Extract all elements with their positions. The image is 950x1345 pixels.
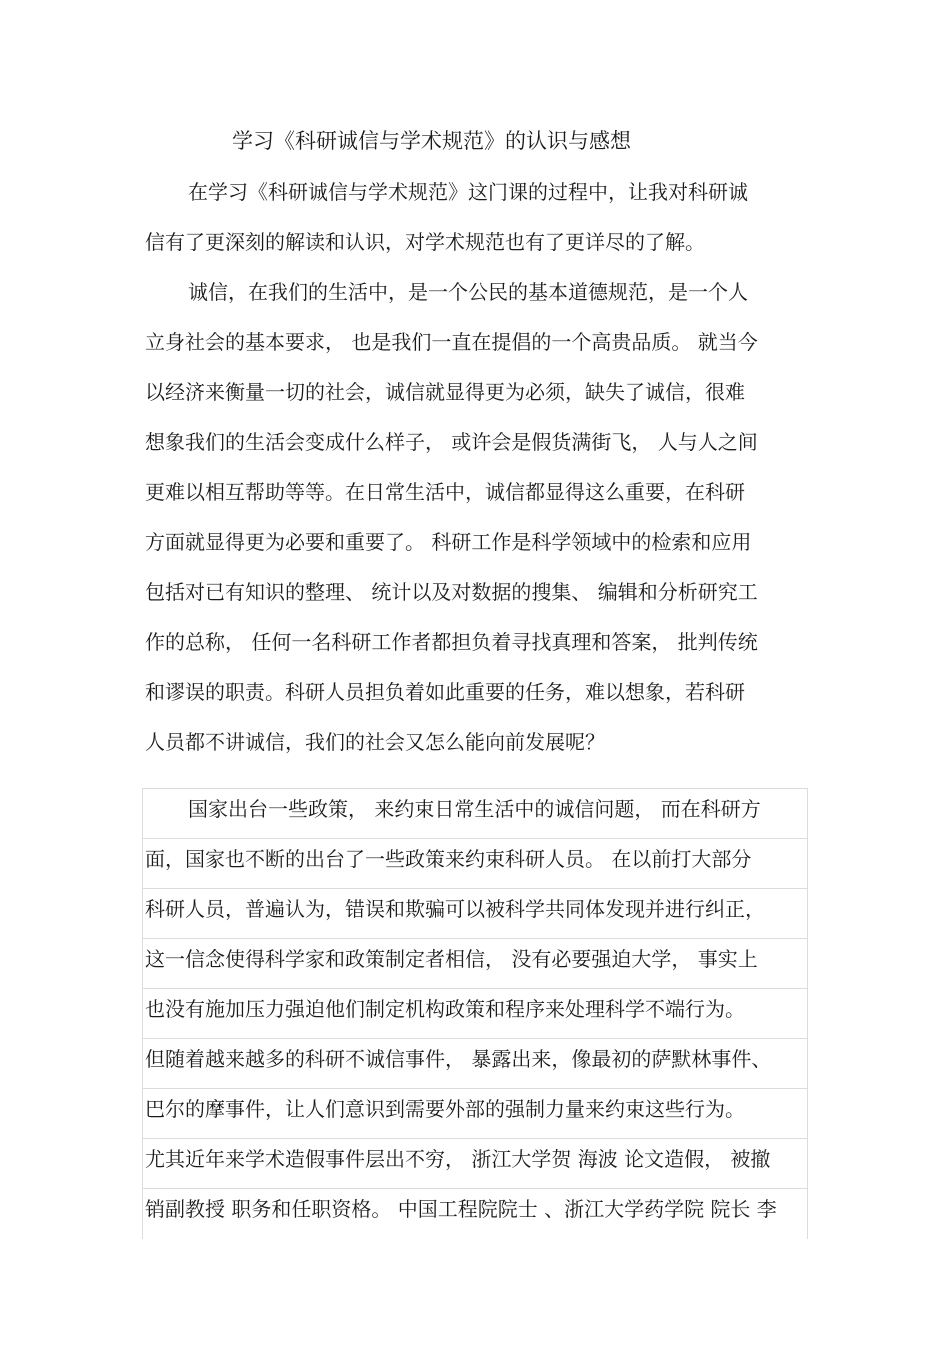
paragraph2-line-2: 立身社会的基本要求， 也是我们一直在提倡的一个高贵品质。 就当今 bbox=[145, 330, 758, 354]
paragraph3-line-8: 尤其近年来学术造假事件层出不穷， 浙江大学贺 海波 论文造假， 被撤 bbox=[145, 1147, 771, 1171]
paragraph1-line-2: 信有了更深刻的解读和认识，对学术规范也有了更详尽的了解。 bbox=[145, 230, 705, 254]
paragraph3-line-5: 也没有施加压力强迫他们制定机构政策和程序来处理科学不端行为。 bbox=[145, 997, 745, 1021]
paragraph3-line-9: 销副教授 职务和任职资格。 中国工程院院士 、浙江大学药学院 院长 李 bbox=[145, 1197, 777, 1221]
paragraph2-line-4: 想象我们的生活会变成什么样子， 或许会是假货满街飞， 人与人之间 bbox=[145, 430, 758, 454]
paragraph2-line-10: 人员都不讲诚信，我们的社会又怎么能向前发展呢？ bbox=[145, 730, 605, 754]
paragraph3-line-4: 这一信念使得科学家和政策制定者相信， 没有必要强迫大学， 事实上 bbox=[145, 947, 758, 971]
paragraph3-line-6: 但随着越来越多的科研不诚信事件， 暴露出来，像最初的萨默林事件、 bbox=[145, 1047, 772, 1071]
paragraph2-line-1: 诚信，在我们的生活中，是一个公民的基本道德规范，是一个人 bbox=[188, 280, 748, 304]
document-title: 学习《科研诚信与学术规范》的认识与感想 bbox=[232, 129, 631, 153]
paragraph3-line-7: 巴尔的摩事件，让人们意识到需要外部的强制力量来约束这些行为。 bbox=[145, 1097, 745, 1121]
paragraph2-line-9: 和谬误的职责。科研人员担负着如此重要的任务，难以想象，若科研 bbox=[145, 680, 745, 704]
paragraph2-line-8: 作的总称， 任何一名科研工作者都担负着寻找真理和答案， 批判传统 bbox=[145, 630, 758, 654]
paragraph3-line-1: 国家出台一些政策， 来约束日常生活中的诚信问题， 而在科研方 bbox=[188, 797, 761, 821]
paragraph2-line-7: 包括对已有知识的整理、 统计以及对数据的搜集、 编辑和分析研究工 bbox=[145, 580, 758, 604]
paragraph2-line-6: 方面就显得更为必要和重要了。 科研工作是科学领域中的检索和应用 bbox=[145, 530, 752, 554]
paragraph2-line-3: 以经济来衡量一切的社会，诚信就显得更为必须，缺失了诚信，很难 bbox=[145, 380, 745, 404]
paragraph3-line-3: 科研人员，普遍认为，错误和欺骗可以被科学共同体发现并进行纠正， bbox=[145, 897, 765, 921]
paragraph3-line-2: 面，国家也不断的出台了一些政策来约束科研人员。 在以前打大部分 bbox=[145, 847, 752, 871]
paragraph2-line-5: 更难以相互帮助等等。在日常生活中，诚信都显得这么重要，在科研 bbox=[145, 480, 745, 504]
paragraph1-line-1: 在学习《科研诚信与学术规范》这门课的过程中，让我对科研诚 bbox=[188, 180, 748, 204]
